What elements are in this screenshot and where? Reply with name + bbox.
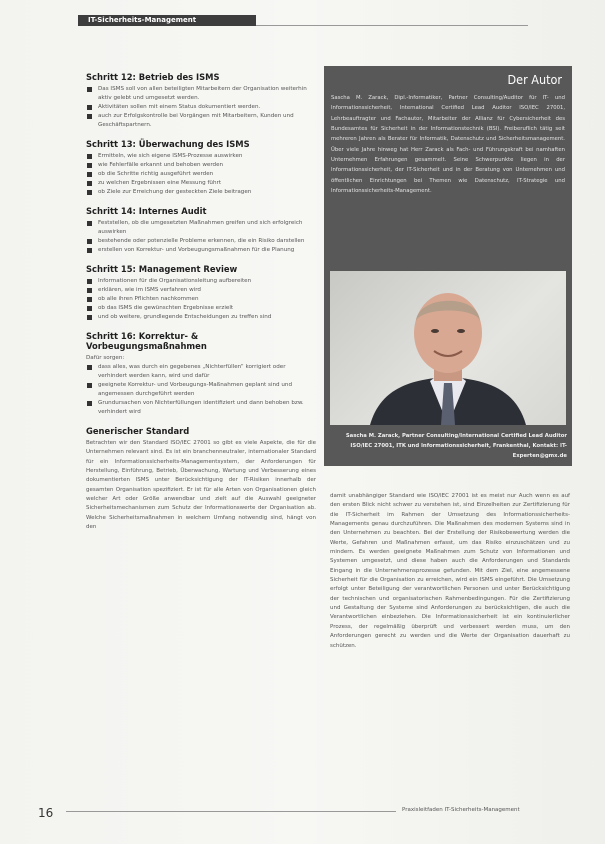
list-item: auch zur Erfolgskontrolle bei Vorgängen mit Mitarbeitern, Kunden und Geschäftspartnern. [86, 112, 316, 130]
list-item: ob die Schritte richtig ausgeführt werden [86, 170, 316, 179]
footer-publication: Praxisleitfaden IT-Sicherheits-Management [402, 807, 520, 813]
body-paragraph: damit unabhängiger Standard wie ISO/IEC 27001 ist es meist nur Auch wenn es auf den ersten Blick nicht schwer zu verstehen ist, sind Einzelheiten zur Zertifizierung für die IT-Sicherheit im Rahmen der Umsetzung des Informationssicherheits-Managements genau durchzuführen. Die Maßnahmen des modernen Systems sind in den Unternehmen zu beachten. Bei der Erstellung der Risikobewertung werden die Werte, Gefahren und Maßnahmen erfasst, um das Risiko einzuschätzen und zu mindern. Es werden geeignete Maßnahmen zum Schutz von Informationen und Systemen umgesetzt, und diese haben auch die Anforderungen und Standards Eingang in die Unternehmensprozesse gefunden. Mit dem Ziel, eine angemessene Sicherheit für die Organisation zu erreichen, wird ein ISMS eingeführt. Die Umsetzung erfolgt unter Beteiligung der verantwortlichen Personen und unter Berücksichtigung der technischen und organisatorischen Rahmenbedingungen. Für die Zertifizierung und Gestaltung der Systeme sind Anforderungen zu berücksichtigen, die auch die Verantwortlichen einbeziehen. Die Informationssicherheit ist ein kontinuierlicher Prozess, der regelmäßig überprüft und verbessert werden muss, um den Anforderungen gerecht zu werden und die Werte der Organisation dauerhaft zu schützen. [330, 493, 570, 649]
portrait-illustration [330, 271, 566, 425]
footer-rule [66, 811, 396, 812]
author-bio: Sascha M. Zarack, Dipl.-Informatiker, Partner Consulting/Auditor für IT- und Informationssicherheit, International Certified Lead Auditor ISO/IEC 27001, Lehrbeauftragter und Fachautor, Mitarbeiter der Allianz für Cybersicherheit des Bundesamtes für Sicherheit in der Informationstechnik (BSI). Freiberuflich tätig seit mehreren Jahren als Berater für Informatik, Datenschutz und Sicherheitsmanagement. Über viele Jahre hinweg hat Herr Zarack als Fach- und Führungskraft bei namhaften Unternehmen Erfahrungen gesammelt. Seine Schwerpunkte liegen in der Informationssicherheit, der IT-Sicherheit und in der Beratung von Unternehmen und öffentlichen Einrichtungen bei Themen wie Datenschutz, IT-Strategie und Informationssicherheits-Management. [331, 95, 565, 195]
list-item: bestehende oder potenzielle Probleme erkennen, die ein Risiko darstellen [86, 237, 316, 246]
section-header-title: IT-Sicherheits-Management [88, 16, 197, 24]
list-item: Informationen für die Organisationsleitung aufbereiten [86, 277, 316, 286]
generic-standard-section [86, 426, 316, 532]
list-item: geeignete Korrektur- und Vorbeugungs-Maßnahmen geplant sind und angemessen durchgeführt werden [86, 381, 316, 399]
list-item: Ermitteln, wie sich eigene ISMS-Prozesse auswirken [86, 152, 316, 161]
list-item: zu welchen Ergebnissen eine Messung führt [86, 179, 316, 188]
step-title: Schritt 14: Internes Audit [86, 206, 207, 216]
step-list [86, 85, 316, 130]
step-14 [86, 206, 316, 255]
left-column [86, 72, 316, 541]
step-12 [86, 72, 316, 130]
right-column [330, 492, 570, 651]
step-13 [86, 139, 316, 197]
body-paragraph: Betrachten wir den Standard ISO/IEC 27001 so gibt es viele Aspekte, die für die Unternehmen relevant sind. Es ist ein branchenneutraler, internationaler Standard für ein Informationssicherheits-Managementsystem, der Anforderungen für Herstellung, Einführung, Betrieb, Überwachung, Wartung und Verbesserung eines dokumentierten ISMS unter Berücksichtigung der IT-Risiken innerhalb der gesamten Organisation spezifiziert. Er ist für alle Arten von Organisationen gleich welcher Art oder Größe anwendbar und zielt auf die Auswahl geeigneter Sicherheitsmechanismen zum Schutz der Informationswerte der Organisation ab. Welche Sicherheitsmaßnahmen in welchem Umfang notwendig sind, hängt von den [86, 440, 316, 531]
author-caption: Sascha M. Zarack, Partner Consulting/International Certified Lead Auditor ISO/IEC 27001, ITK und Informationssicherheit, Frankenthal, Kontakt: IT-Experten@gmx.de [345, 433, 567, 459]
step-list [86, 152, 316, 197]
section-title: Generischer Standard [86, 426, 190, 436]
header-rule [256, 25, 528, 26]
author-heading: Der Autor [507, 72, 562, 87]
author-photo [330, 271, 566, 425]
list-item: erstellen von Korrektur- und Vorbeugungsmaßnahmen für die Planung [86, 246, 316, 255]
step-title: Schritt 13: Überwachung des ISMS [86, 139, 250, 149]
list-item: dass alles, was durch ein gegebenes „Nichterfüllen“ korrigiert oder verhindert werden kann, wird und dafür [86, 363, 316, 381]
list-item: ob Ziele zur Erreichung der gesteckten Ziele beitragen [86, 188, 316, 197]
step-title: Schritt 12: Betrieb des ISMS [86, 72, 220, 82]
step-title: Schritt 16: Korrektur- & Vorbeugungsmaßnahmen [86, 331, 207, 351]
step-list [86, 219, 316, 255]
step-title: Schritt 15: Management Review [86, 264, 238, 274]
step-intro: Dafür sorgen: [86, 355, 125, 361]
page-number: 16 [38, 806, 54, 820]
step-15 [86, 264, 316, 322]
step-list [86, 363, 316, 417]
list-item: und ob weitere, grundlegende Entscheidungen zu treffen sind [86, 313, 316, 322]
list-item: Feststellen, ob die umgesetzten Maßnahmen greifen und sich erfolgreich auswirken [86, 219, 316, 237]
list-item: ob das ISMS die gewünschten Ergebnisse erzielt [86, 304, 316, 313]
list-item: Grundursachen von Nichterfüllungen identifiziert und dann behoben bzw. verhindert wird [86, 399, 316, 417]
step-list [86, 277, 316, 322]
list-item: Aktivitäten sollen mit einem Status dokumentiert werden. [86, 103, 316, 112]
author-box [324, 66, 572, 466]
list-item: wie Fehlerfälle erkannt und behoben werden [86, 161, 316, 170]
list-item: erklären, wie im ISMS verfahren wird [86, 286, 316, 295]
list-item: Das ISMS soll von allen beteiligten Mitarbeitern der Organisation weiterhin aktiv gelebt und umgesetzt werden. [86, 85, 316, 103]
step-16 [86, 331, 316, 417]
list-item: ob alle ihren Pflichten nachkommen [86, 295, 316, 304]
